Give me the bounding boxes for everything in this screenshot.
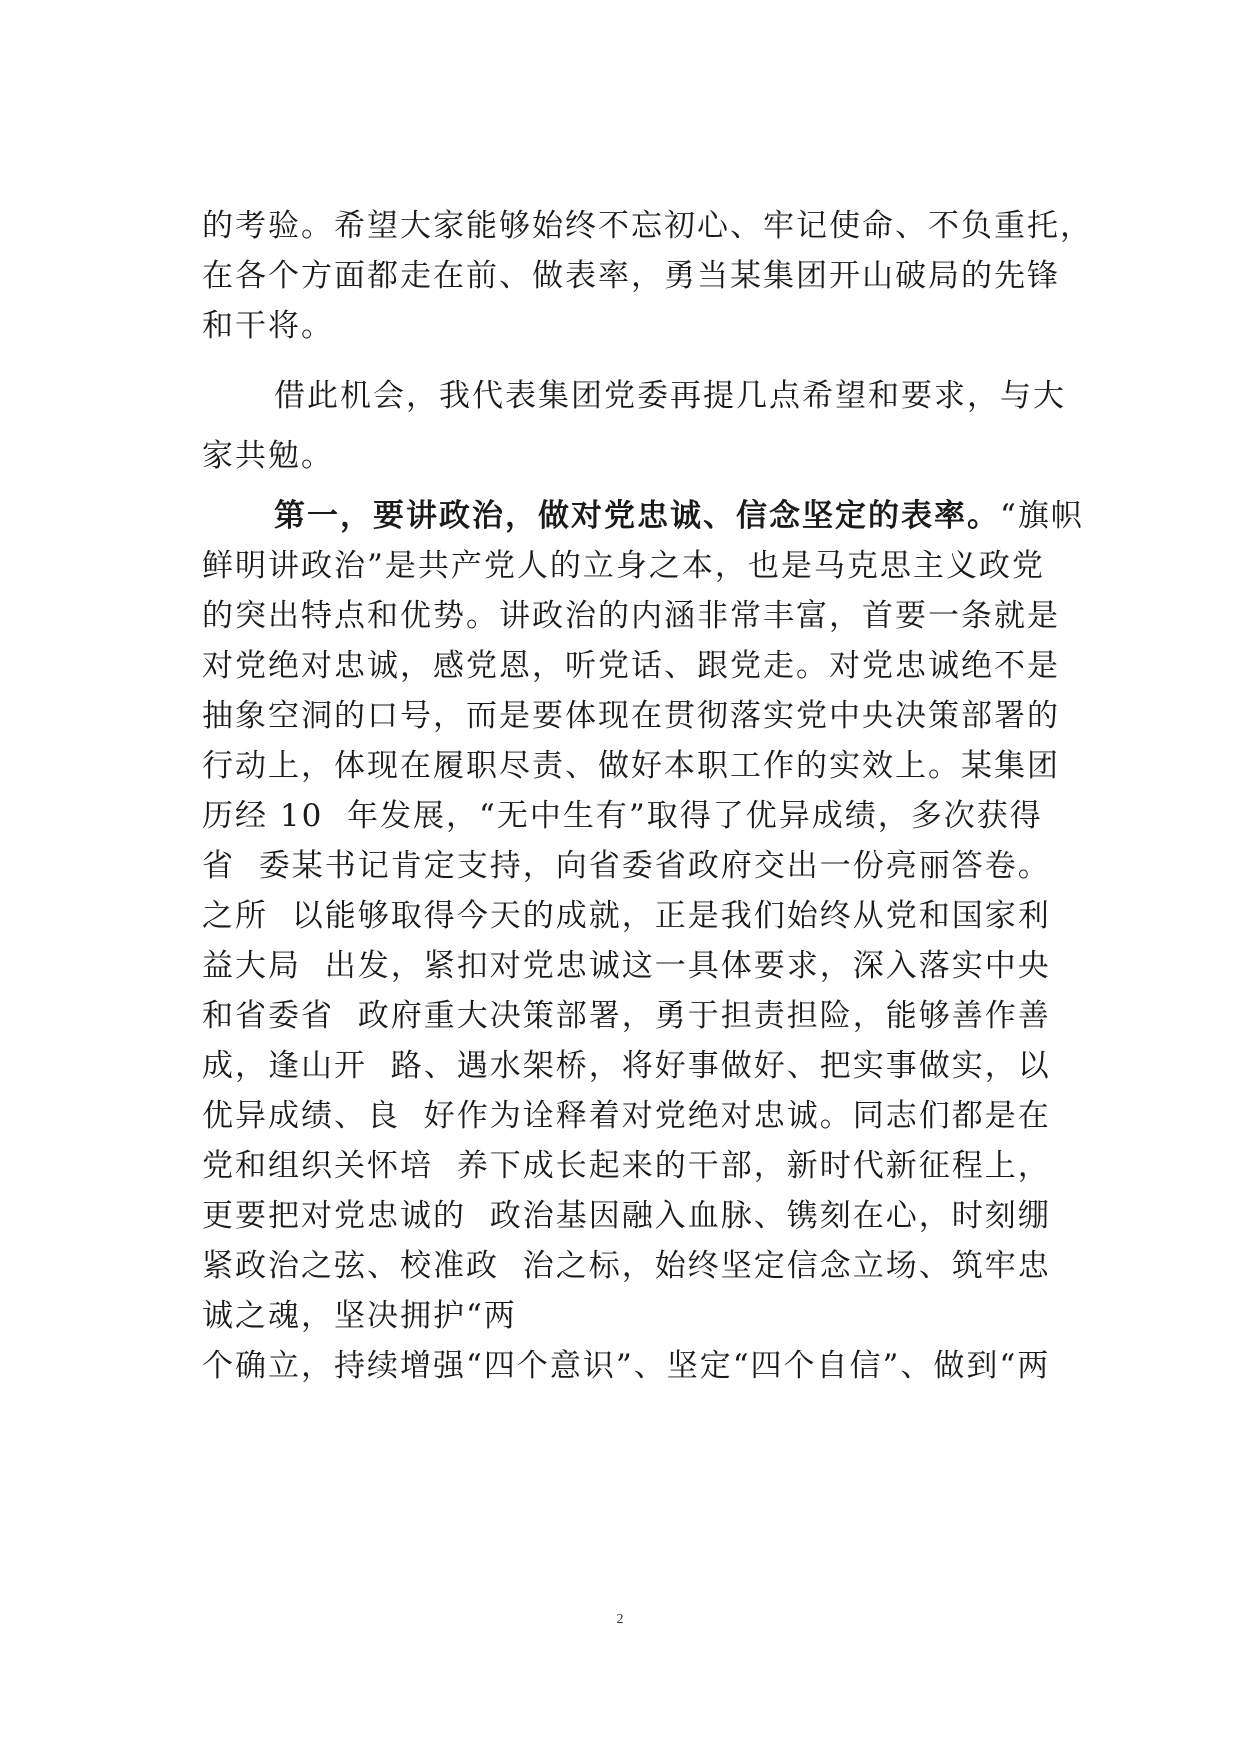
text-line: 党和组织关怀培 养下成长起来的干部，新时代新征程上， — [202, 1148, 1051, 1184]
text-line: 抽象空洞的口号，而是要体现在贯彻落实党中央决策部署的 — [202, 698, 1060, 734]
text-line: 鲜明讲政治”是共产党人的立身之本，也是马克思主义政党 — [202, 548, 1045, 584]
section-heading: 第一，要讲政治，做对党忠诚、信念坚定的表率。 — [274, 498, 1000, 534]
text-line: 在各个方面都走在前、做表率，勇当某集团开山破局的先锋 — [202, 258, 1060, 294]
text-line: 更要把对党忠诚的 政治基因融入血脉、镌刻在心，时刻绷 — [202, 1198, 1051, 1234]
text-line: 的考验。希望大家能够始终不忘初心、牢记使命、不负重托， — [202, 208, 1093, 244]
text-line: 行动上，体现在履职尽责、做好本职工作的实效上。某集团 — [202, 748, 1060, 784]
text-line: 个确立，持续增强“四个意识”、坚定“四个自信”、做到“两 — [202, 1348, 1051, 1384]
text-line: “旗帜 — [1000, 498, 1084, 534]
text-line: 和省委省 政府重大决策部署，勇于担责担险，能够善作善 — [202, 998, 1051, 1034]
text-line: 省 委某书记肯定支持，向省委省政府交出一份亮丽答卷。 — [202, 848, 1051, 884]
paragraph-first-line: 借此机会，我代表集团党委再提几点希望和要求，与大 — [274, 378, 1066, 414]
text-line: 家共勉。 — [202, 438, 334, 474]
text-line: 历经 10 年发展，“无中生有”取得了优异成绩，多次获得 — [202, 798, 1043, 834]
section-heading-line — [274, 496, 1084, 536]
text-line: 对党绝对忠诚，感党恩，听党话、跟党走。对党忠诚绝不是 — [202, 648, 1060, 684]
text-line: 诚之魂，坚决拥护“两 — [202, 1298, 517, 1334]
text-line: 优异成绩、良 好作为诠释着对党绝对忠诚。同志们都是在 — [202, 1098, 1051, 1134]
text-line: 成，逢山开 路、遇水架桥，将好事做好、把实事做实，以 — [202, 1048, 1051, 1084]
text-line: 和干将。 — [202, 308, 334, 344]
text-line: 之所 以能够取得今天的成就，正是我们始终从党和国家利 — [202, 898, 1051, 934]
text-line: 的突出特点和优势。讲政治的内涵非常丰富，首要一条就是 — [202, 598, 1060, 634]
text-line: 紧政治之弦、校准政 治之标，始终坚定信念立场、筑牢忠 — [202, 1248, 1051, 1284]
text-line: 益大局 出发，紧扣对党忠诚这一具体要求，深入落实中央 — [202, 948, 1051, 984]
page-number: 2 — [616, 1612, 624, 1627]
